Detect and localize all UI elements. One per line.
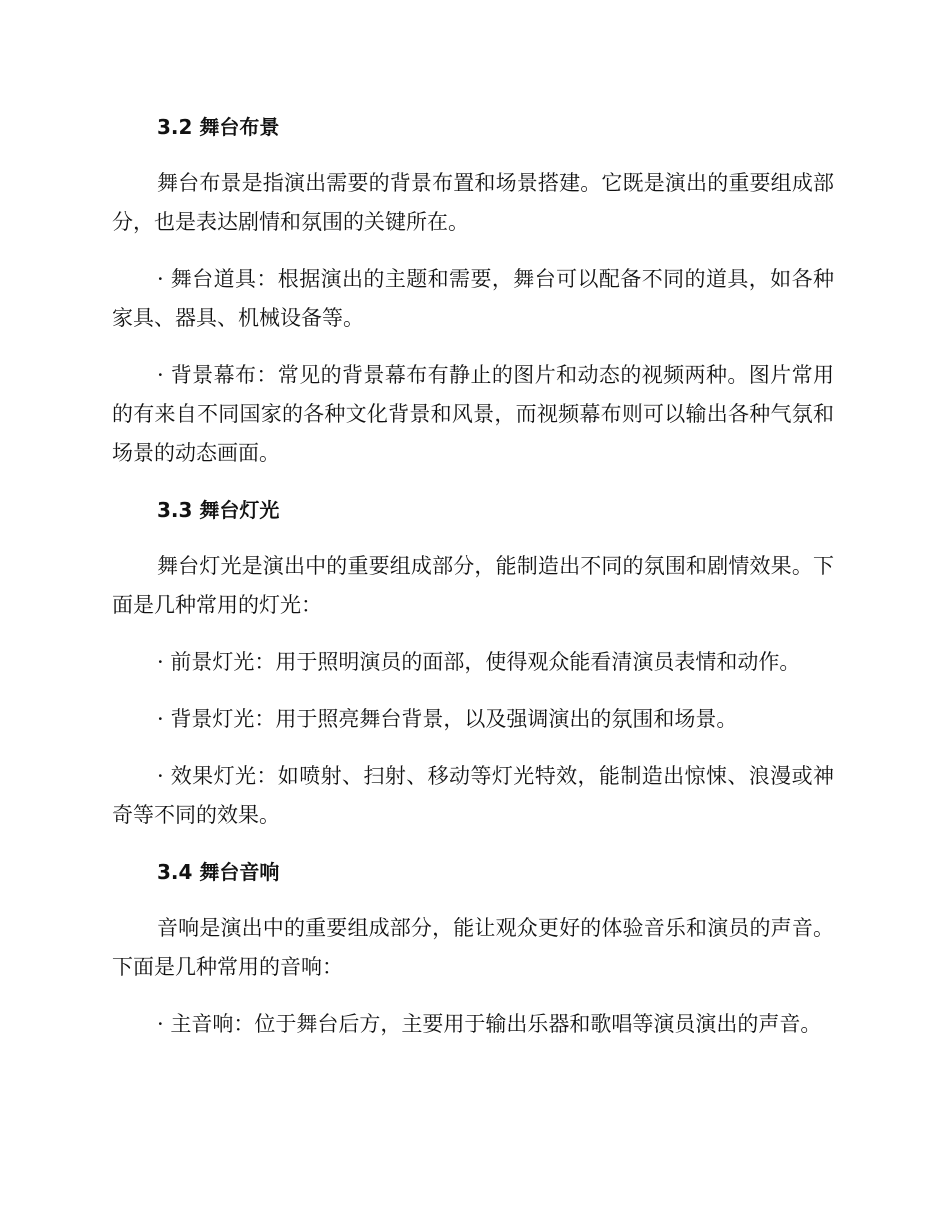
- section-heading: 3.4 舞台音响: [157, 860, 280, 884]
- section-heading: 3.2 舞台布景: [157, 115, 280, 139]
- paragraph: 音响是演出中的重要组成部分，能让观众更好的体验音乐和演员的声音。下面是几种常用的音响：: [112, 916, 834, 979]
- paragraph: 舞台布景是指演出需要的背景布置和场景搭建。它既是演出的重要组成部分，也是表达剧情和氛围的关键所在。: [112, 171, 834, 234]
- section-3-4: [112, 853, 834, 1044]
- bullet-paragraph: · 背景幕布：常见的背景幕布有静止的图片和动态的视频两种。图片常用的有来自不同国家的各种文化背景和风景，而视频幕布则可以输出各种气氛和场景的动态画面。: [112, 363, 834, 465]
- bullet-paragraph: · 背景灯光：用于照亮舞台背景，以及强调演出的氛围和场景。: [157, 707, 738, 731]
- document-body: [112, 108, 834, 1044]
- bullet-paragraph: · 效果灯光：如喷射、扫射、移动等灯光特效，能制造出惊悚、浪漫或神奇等不同的效果。: [112, 764, 834, 827]
- bullet-paragraph: · 舞台道具：根据演出的主题和需要，舞台可以配备不同的道具，如各种家具、器具、机械设备等。: [112, 267, 834, 330]
- bullet-paragraph: · 主音响：位于舞台后方，主要用于输出乐器和歌唱等演员演出的声音。: [157, 1012, 822, 1036]
- section-heading: 3.3 舞台灯光: [157, 498, 280, 522]
- section-3-3: [112, 491, 834, 853]
- bullet-paragraph: · 前景灯光：用于照明演员的面部，使得观众能看清演员表情和动作。: [157, 650, 801, 674]
- section-3-2: [112, 108, 834, 491]
- paragraph: 舞台灯光是演出中的重要组成部分，能制造出不同的氛围和剧情效果。下面是几种常用的灯光：: [112, 554, 834, 617]
